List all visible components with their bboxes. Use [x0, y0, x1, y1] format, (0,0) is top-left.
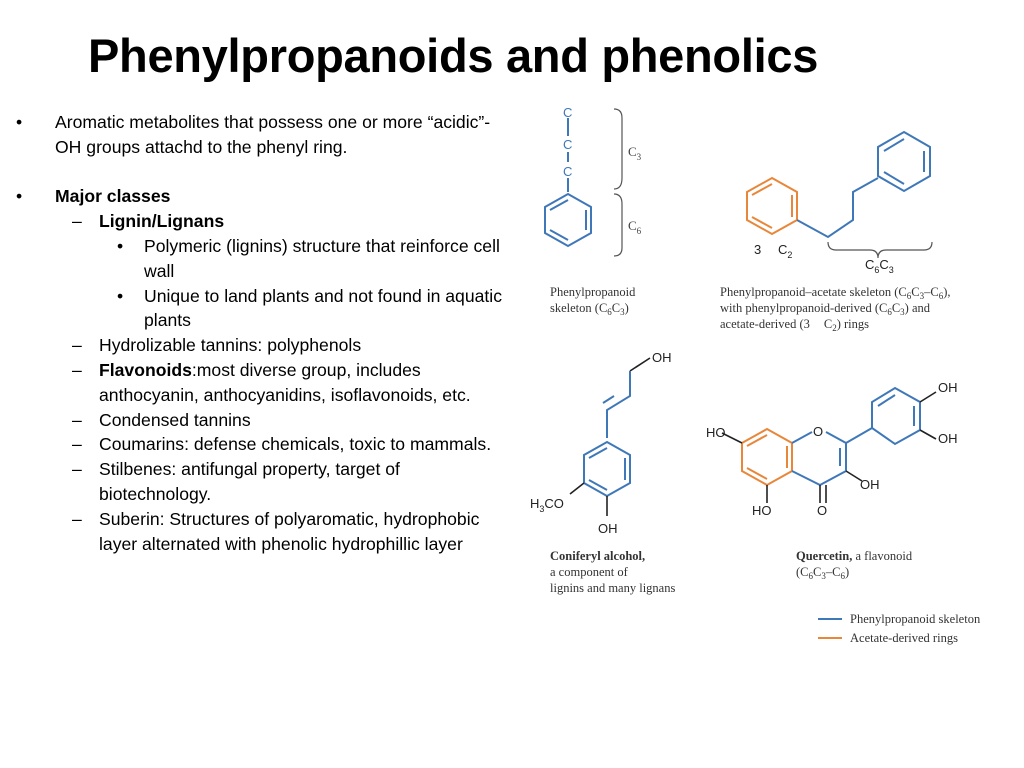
- bullet-marker: •: [16, 186, 23, 207]
- spacer: [14, 160, 509, 185]
- quercetin-ho-left: HO: [706, 425, 726, 440]
- quercetin-caption-line1: Quercetin, a flavonoid: [796, 549, 913, 563]
- dash-marker: –: [72, 508, 82, 529]
- unique-text: Unique to land plants and not found in aquatic plants: [144, 285, 503, 331]
- item-flavonoids: [14, 358, 509, 408]
- item-coumarins: [14, 432, 509, 457]
- skeleton-caption-line1: Phenylpropanoid: [550, 285, 636, 299]
- coniferyl-h3co: $H_3CO$: [530, 496, 564, 514]
- coniferyl-caption-line3: lignins and many lignans: [550, 581, 676, 595]
- dash-marker: –: [72, 409, 82, 430]
- quercetin-o-ring: O: [813, 424, 824, 439]
- slide-title: Phenylpropanoids and phenolics: [88, 29, 819, 82]
- quercetin-caption-line2: $(C_6C_3-C_6)$: [796, 565, 850, 581]
- label-three: 3: [754, 242, 762, 257]
- intro-quoted: acidic: [433, 112, 479, 132]
- open-quote: “: [427, 112, 434, 132]
- hydrolizable-text: Hydrolizable tannins: polyphenols: [99, 335, 362, 356]
- bullet-major-classes: [14, 184, 509, 209]
- quercetin-oh-b: OH: [938, 431, 958, 446]
- c6-label: $C_6$: [628, 218, 642, 236]
- coniferyl-oh-bottom: OH: [598, 521, 618, 536]
- dash-marker: –: [72, 211, 82, 232]
- dash-marker: –: [72, 459, 82, 480]
- bullet-list: [14, 110, 509, 556]
- acetate-caption-line3: acetate-derived (3 $C_2$) rings: [720, 317, 870, 333]
- quercetin-substituents: [722, 392, 936, 503]
- item-stilbenes: [14, 457, 509, 507]
- dash-marker: –: [72, 335, 82, 356]
- subitem-polymeric: [14, 234, 509, 284]
- bullet-marker: •: [16, 112, 23, 132]
- dash-marker: –: [72, 359, 82, 380]
- coniferyl-caption-line2: a component of: [550, 565, 628, 579]
- label-c2: $C_2$: [778, 242, 793, 260]
- bullet-intro: [14, 110, 509, 160]
- brace-c6c3: [828, 242, 932, 258]
- bullet-marker: •: [117, 235, 124, 256]
- coniferyl-oh-top: OH: [652, 350, 672, 365]
- carbon-atom-1: C: [563, 105, 573, 120]
- quercetin-c-ring: [792, 388, 920, 485]
- intro-pre: Aromatic metabolites that possess one or more: [55, 112, 428, 132]
- dash-marker: –: [72, 434, 82, 455]
- stilbenes-text: Stilbenes: antifungal property, target of biotechnology.: [99, 459, 400, 504]
- skeleton-caption-line2: skeleton $(C_6C_3)$: [550, 301, 629, 317]
- flavonoids-text: :most diverse group, includes anthocyanin, anthocyanidins, isoflavonoids, etc.: [99, 359, 471, 405]
- acetate-caption-line1: Phenylpropanoid–acetate skeleton $(C_6C_3-C_6)$,: [720, 285, 951, 301]
- polymeric-text: Polymeric (lignins) structure that reinforce cell wall: [144, 235, 500, 281]
- quercetin-ho-bottom: HO: [752, 503, 772, 518]
- major-classes-label: Major classes: [55, 186, 171, 207]
- quercetin-oh-a: OH: [938, 380, 958, 395]
- coniferyl-propenyl: [584, 371, 630, 496]
- flavonoids-label: Flavonoids: [99, 359, 192, 380]
- acetate-caption-line2: with phenylpropanoid-derived $(C_6C_3)$ and: [720, 301, 931, 317]
- coniferyl-caption-name: Coniferyl alcohol,: [550, 549, 646, 563]
- legend-label-skeleton: Phenylpropanoid skeleton: [850, 612, 981, 626]
- item-suberin: [14, 507, 509, 557]
- brace-c6: [614, 194, 622, 256]
- quercetin-a-ring: [742, 429, 792, 485]
- c3-label: $C_3$: [628, 144, 642, 162]
- phenyl-ring-upper: [797, 132, 930, 237]
- item-lignin: [14, 209, 509, 234]
- legend-label-acetate: Acetate-derived rings: [850, 631, 958, 645]
- carbon-atom-2: C: [563, 137, 573, 152]
- subitem-unique: [14, 284, 509, 334]
- carbon-atom-3: C: [563, 164, 573, 179]
- intro-post: -OH groups attachd to the phenyl ring.: [55, 112, 491, 157]
- chemistry-figure: [510, 96, 1010, 656]
- label-c6c3: $C_6C_3$: [865, 257, 894, 275]
- acetate-ring: [747, 178, 797, 234]
- item-hydrolizable: [14, 333, 509, 358]
- suberin-text: Suberin: Structures of polyaromatic, hydrophobic layer alternated with phenolic hydrophillic layer: [99, 508, 480, 554]
- quercetin-o-keto: O: [817, 503, 828, 518]
- legend: [818, 612, 981, 645]
- lignin-label: Lignin/Lignans: [99, 211, 225, 232]
- condensed-text: Condensed tannins: [99, 409, 251, 430]
- coniferyl-side-chain: [630, 358, 650, 371]
- bullet-marker: •: [117, 285, 124, 306]
- close-quote: ”: [478, 112, 485, 132]
- quercetin-oh-c: OH: [860, 477, 880, 492]
- coumarins-text: Coumarins: defense chemicals, toxic to mammals.: [99, 434, 492, 455]
- brace-c3: [614, 109, 622, 189]
- item-condensed: [14, 408, 509, 433]
